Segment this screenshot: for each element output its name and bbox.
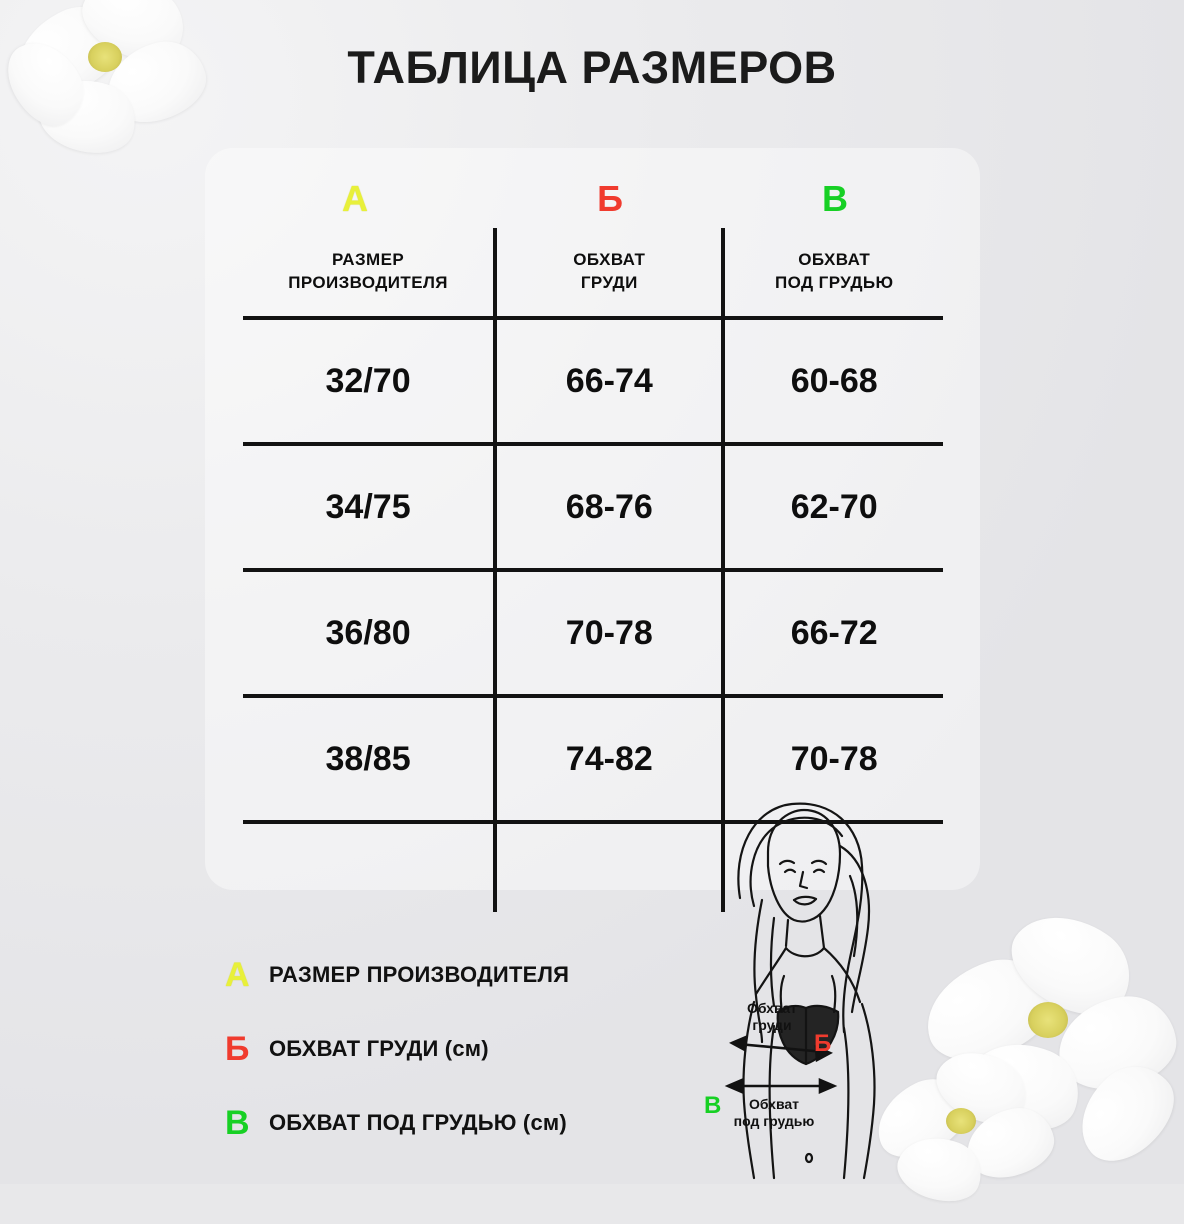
column-letter-a: А <box>342 178 368 219</box>
cell-underbust: 66-72 <box>723 570 943 696</box>
header-line-1: РАЗМЕР <box>332 250 405 270</box>
header-line-1: ОБХВАТ <box>573 250 646 270</box>
legend-label-b: ОБХВАТ ГРУДИ (см) <box>269 1036 489 1061</box>
figure-chest-label-line1: Обхват <box>746 1000 798 1016</box>
figure-chest-label <box>732 1000 812 1034</box>
cell-size: 38/85 <box>243 696 495 822</box>
column-letter-b: Б <box>597 178 623 219</box>
header-line-1: ОБХВАТ <box>798 250 871 270</box>
figure-underbust-label <box>724 1096 824 1130</box>
header-underbust <box>723 228 943 318</box>
table-row <box>243 570 943 696</box>
legend-list <box>225 938 695 1160</box>
measurement-figure <box>628 780 928 1184</box>
cell-size: 34/75 <box>243 444 495 570</box>
header-manufacturer-size <box>243 228 495 318</box>
cell-size: 36/80 <box>243 570 495 696</box>
cell-underbust: 60-68 <box>723 318 943 444</box>
legend-letter-b: Б <box>225 1029 250 1068</box>
legend-label-v: ОБХВАТ ПОД ГРУДЬЮ (см) <box>269 1110 567 1135</box>
legend-letter-v: В <box>225 1103 250 1142</box>
header-chest <box>495 228 723 318</box>
cell-empty <box>243 822 495 912</box>
cell-chest: 70-78 <box>495 570 723 696</box>
legend-item-b <box>225 1012 695 1086</box>
figure-underbust-label-line2: под грудью <box>733 1112 815 1129</box>
figure-letter-v: В <box>704 1092 722 1119</box>
cell-underbust: 70-78 <box>723 696 943 822</box>
cell-chest: 66-74 <box>495 318 723 444</box>
header-line-2: ГРУДИ <box>580 273 638 292</box>
column-letter-v: В <box>822 178 848 219</box>
cell-chest: 68-76 <box>495 444 723 570</box>
figure-letter-b: Б <box>814 1030 832 1057</box>
page-title: ТАБЛИЦА РАЗМЕРОВ <box>347 42 837 93</box>
legend-item-v <box>225 1086 695 1160</box>
cell-size: 32/70 <box>243 318 495 444</box>
header-line-2: ПРОИЗВОДИТЕЛЯ <box>288 273 448 292</box>
figure-chest-label-line2: груди <box>752 1016 792 1033</box>
cell-underbust: 62-70 <box>723 444 943 570</box>
column-letter-row <box>0 178 1184 222</box>
legend-label-a: РАЗМЕР ПРОИЗВОДИТЕЛЯ <box>269 962 570 987</box>
table-row <box>243 444 943 570</box>
cell-chest: 74-82 <box>495 696 723 822</box>
table-header-row <box>243 228 943 318</box>
figure-underbust-label-line1: Обхват <box>748 1096 800 1112</box>
header-line-2: ПОД ГРУДЬЮ <box>775 273 894 292</box>
legend-item-a <box>225 938 695 1012</box>
legend-letter-a: А <box>225 955 250 994</box>
table-row <box>243 318 943 444</box>
